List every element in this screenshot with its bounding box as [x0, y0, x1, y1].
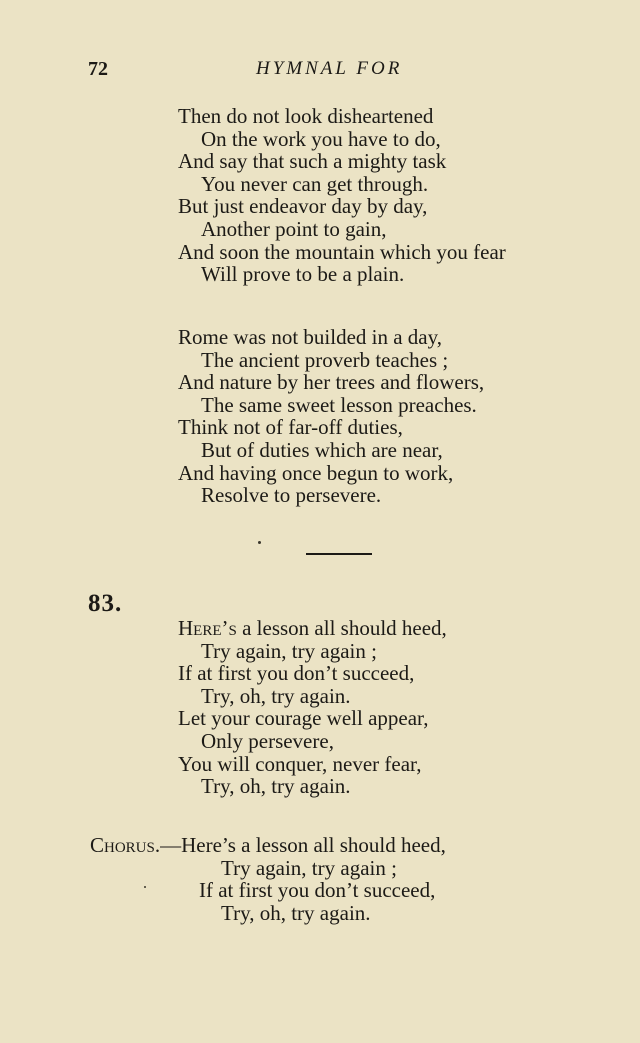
stanza-line	[0, 617, 447, 640]
chorus-first-line: —Here’s a lesson all should heed,	[160, 833, 446, 857]
running-title: HYMNAL FOR	[256, 58, 403, 79]
stanza-line: Another point to gain,	[201, 216, 387, 241]
chorus-label: Chorus.	[90, 833, 161, 857]
first-word: Here’s	[178, 616, 237, 640]
stanza-line: And nature by her trees and flowers,	[178, 370, 485, 395]
chorus-line: If at first you don’t succeed,	[199, 878, 436, 903]
section-divider	[306, 553, 372, 555]
chorus-line: Try again, try again ;	[221, 855, 397, 880]
stanza-line: Try, oh, try again.	[201, 774, 351, 799]
stanza-line: You never can get through.	[201, 171, 429, 196]
stanza-line: And soon the mountain which you fear	[178, 239, 506, 264]
stanza-1	[0, 105, 506, 286]
stanza-line: Try again, try again ;	[201, 638, 377, 663]
stanza-line: The same sweet lesson preaches.	[201, 392, 477, 417]
stanza-line: Try, oh, try again.	[201, 683, 351, 708]
stanza-line: Resolve to persevere.	[201, 483, 382, 508]
stanza-2	[0, 326, 484, 507]
hymn-83-verse	[0, 617, 447, 798]
stanza-line: On the work you have to do,	[201, 126, 441, 151]
print-speck	[258, 541, 261, 544]
first-line-rest: a lesson all should heed,	[236, 616, 447, 640]
stanza-line: And say that such a mighty task	[178, 149, 447, 174]
stanza-line: Only persevere,	[201, 728, 334, 753]
stanza-line: Rome was not builded in a day,	[178, 325, 443, 349]
chorus	[0, 834, 446, 924]
stanza-line: The ancient proverb teaches ;	[201, 347, 449, 372]
stanza-line: Think not of far-off duties,	[178, 415, 403, 440]
print-speck	[144, 886, 146, 888]
stanza-line: Will prove to be a plain.	[201, 262, 405, 287]
stanza-line: But just endeavor day by day,	[178, 194, 428, 219]
page-number: 72	[88, 58, 108, 80]
stanza-line: If at first you don’t succeed,	[178, 661, 415, 686]
stanza-line: But of duties which are near,	[201, 437, 443, 462]
chorus-line	[0, 834, 446, 857]
stanza-line: You will conquer, never fear,	[178, 751, 422, 776]
stanza-line: And having once begun to work,	[178, 460, 454, 485]
stanza-line: Then do not look disheartened	[178, 104, 434, 128]
chorus-line: Try, oh, try again.	[221, 900, 371, 925]
hymn-number: 83.	[88, 590, 123, 617]
stanza-line: Let your courage well appear,	[178, 706, 429, 731]
